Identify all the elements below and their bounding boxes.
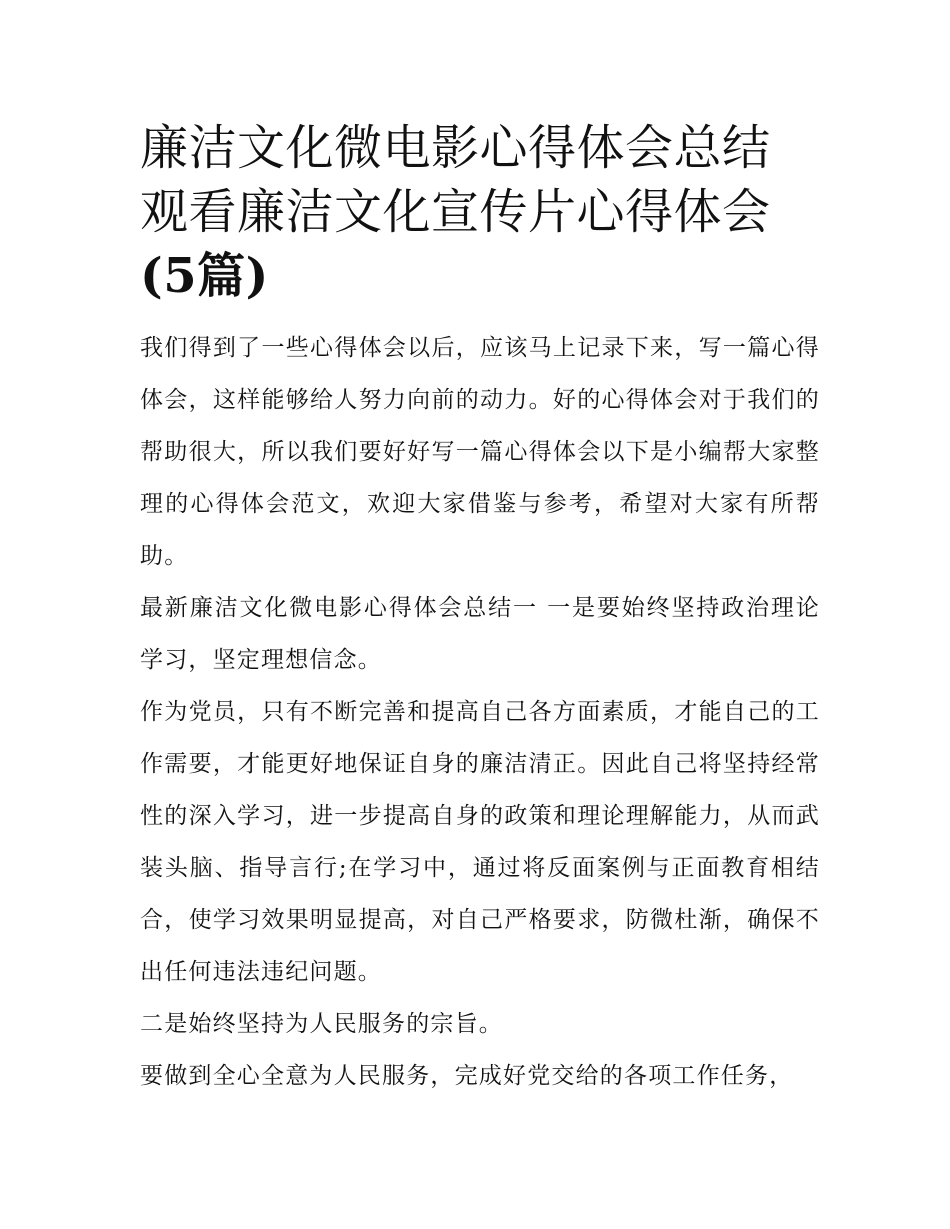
document-title [140,116,820,308]
body-paragraph: 作为党员，只有不断完善和提高自己各方面素质，才能自己的工作需要，才能更好地保证自身的廉洁清正。因此自己将坚持经常性的深入学习，进一步提高自身的政策和理论理解能力，从而武装头脑、指导言行;在学习中，通过将反面案例与正面教育相结合，使学习效果明显提高，对自己严格要求，防微杜渐，确保不出任何违法违纪问题。 [140,699,820,985]
section-one-heading: 最新廉洁文化微电影心得体会总结一 一是要始终坚持政治理论学习，坚定理想信念。 [140,595,820,673]
body-paragraph-continued: 要做到全心全意为人民服务，完成好党交给的各项工作任务， [140,1063,794,1089]
intro-paragraph: 我们得到了一些心得体会以后，应该马上记录下来，写一篇心得体会，这样能够给人努力向前的动力。好的心得体会对于我们的帮助很大，所以我们要好好写一篇心得体会以下是小编帮大家整理的心得体会范文，欢迎大家借鉴与参考，希望对大家有所帮助。 [140,335,820,569]
title-line-3: (5篇) [140,248,269,304]
title-line-1: 廉洁文化微电影心得体会总结 [140,120,771,176]
section-two-heading: 二是始终坚持为人民服务的宗旨。 [140,1011,503,1037]
document-body [140,116,820,1102]
title-line-2: 观看廉洁文化宣传片心得体会 [140,184,771,240]
